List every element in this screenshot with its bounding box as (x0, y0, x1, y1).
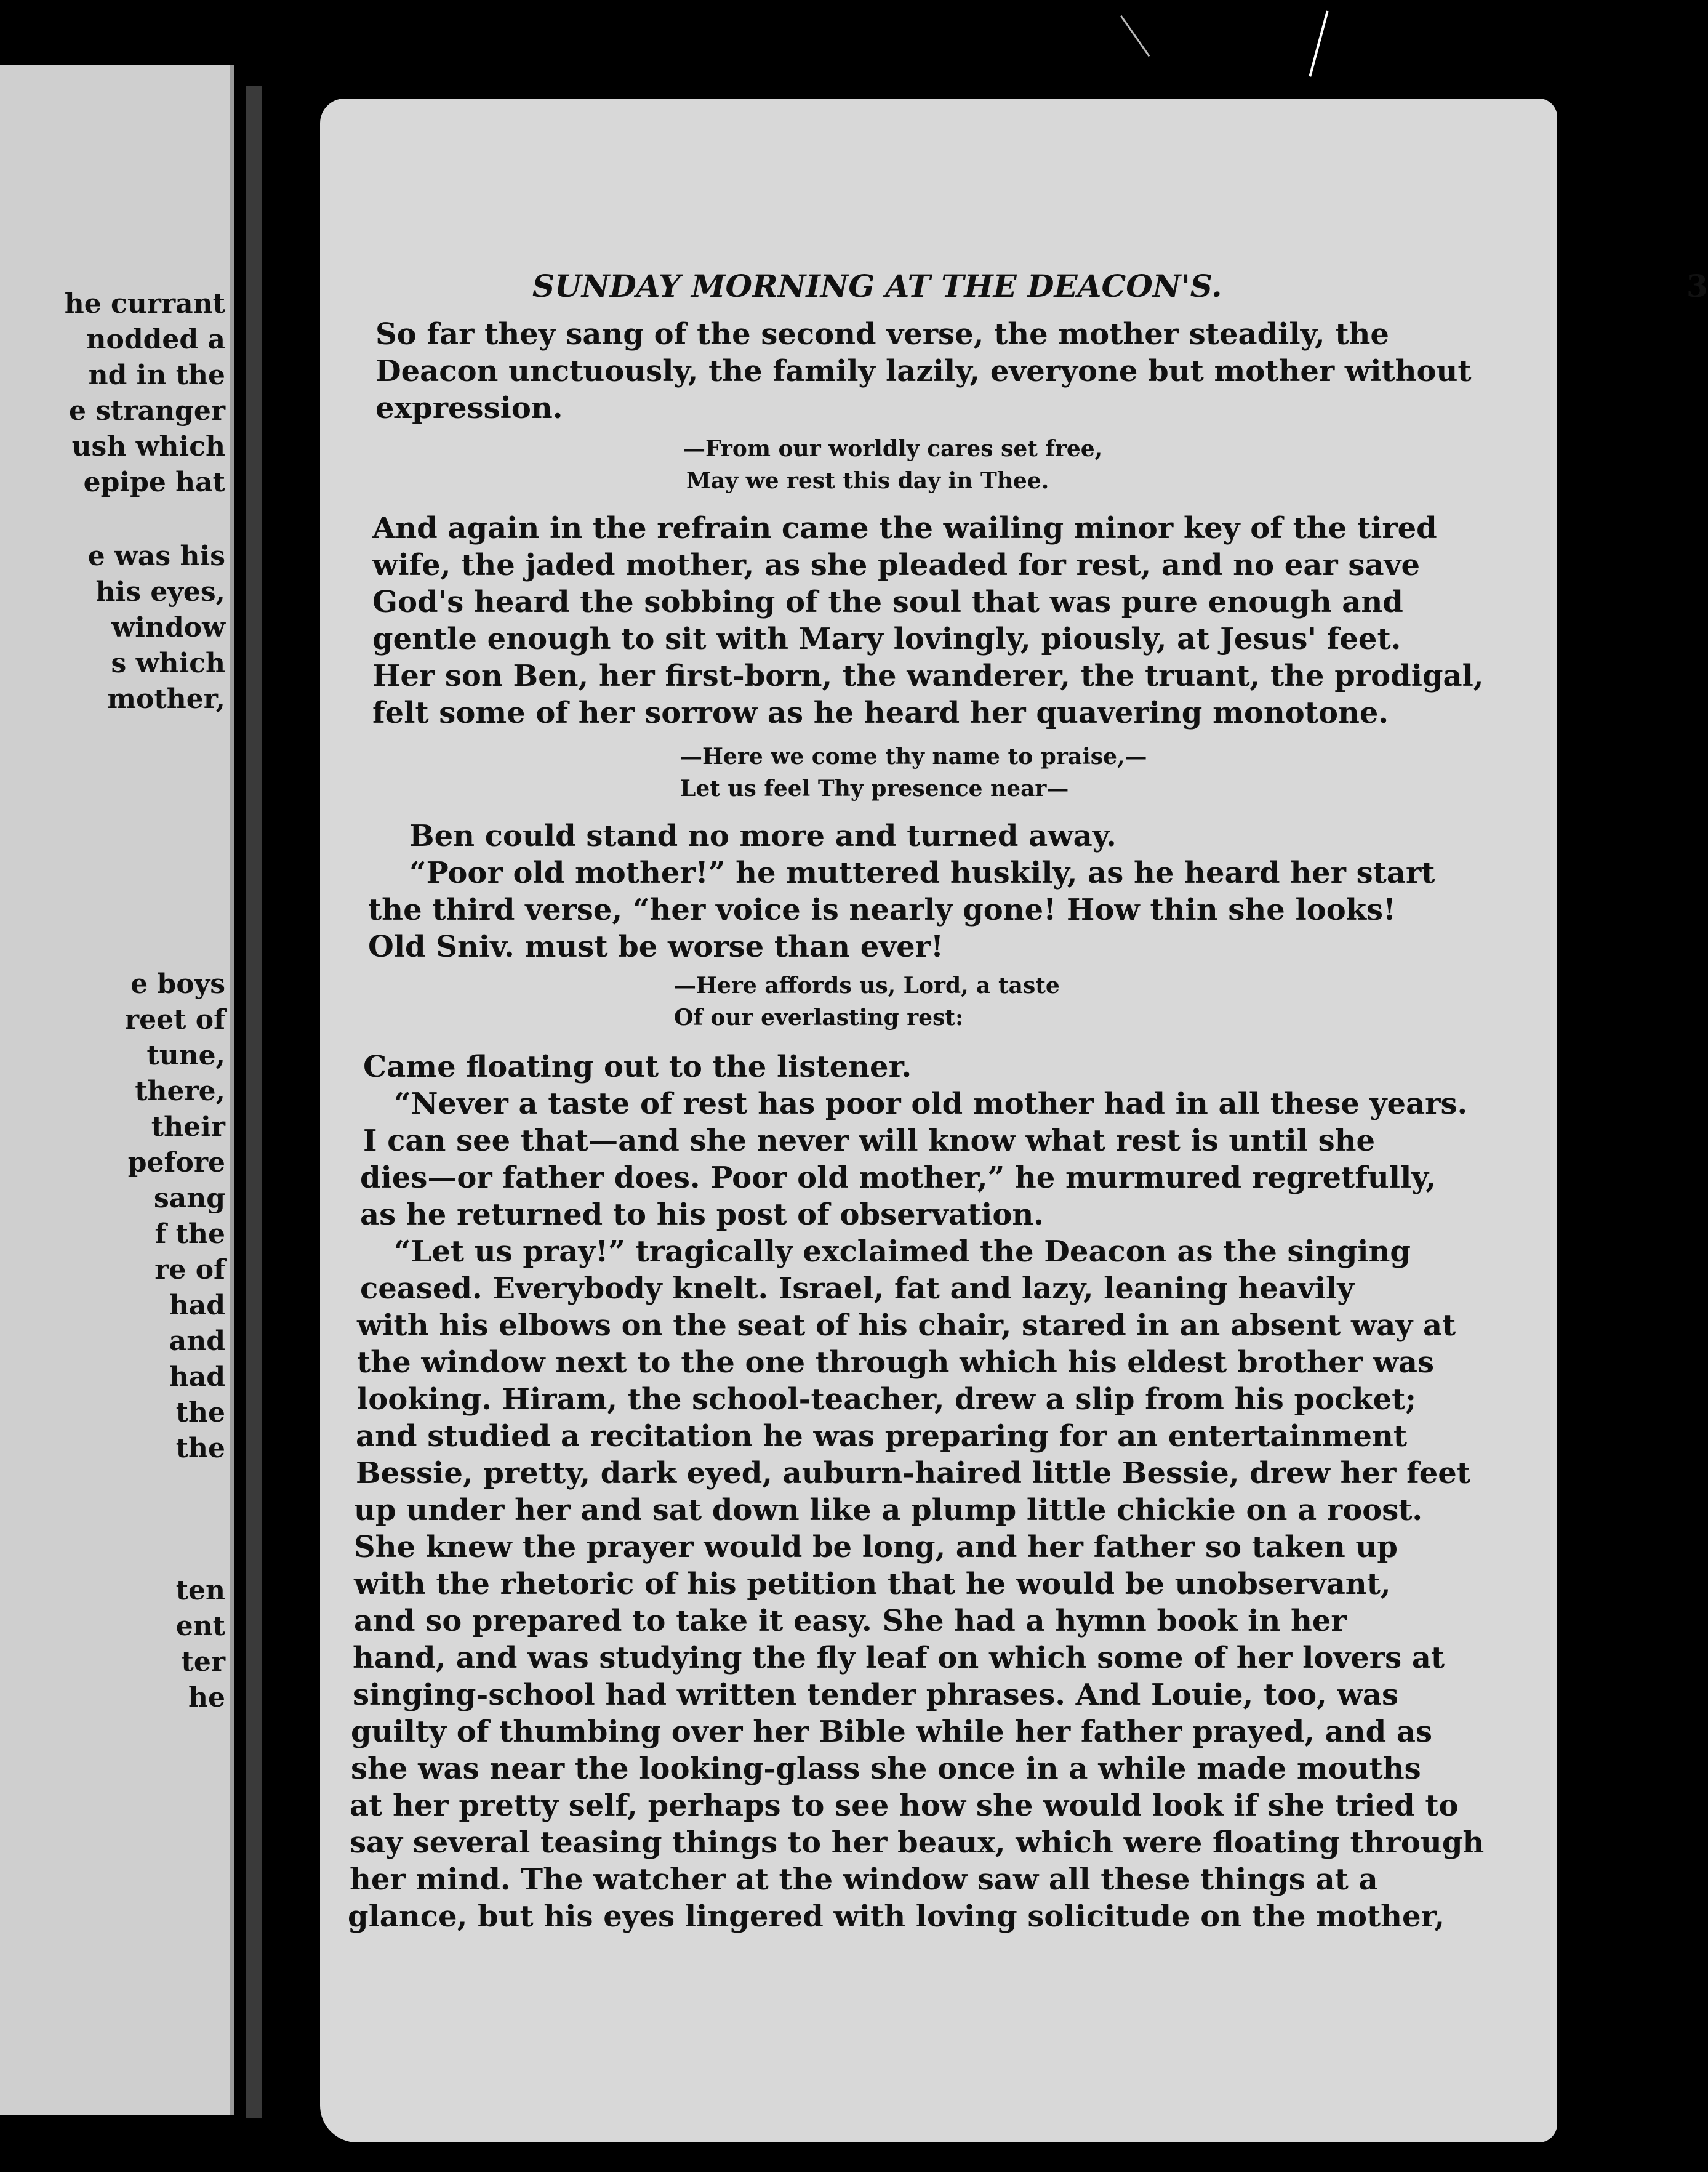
left-text-line: ter (181, 1646, 225, 1678)
text-line: glance, but his eyes lingered with loving solicitude on the mother, (348, 1899, 1445, 1934)
text-line: And again in the refrain came the wailing minor key of the tired (372, 511, 1437, 545)
text-line: and so prepared to take it easy. She had a hymn book in her (354, 1604, 1347, 1638)
text-line: as he returned to his post of observation. (360, 1197, 1044, 1232)
verse-line: —Here affords us, Lord, a taste (674, 973, 1060, 999)
text-line: with the rhetoric of his petition that he would be unobservant, (354, 1567, 1391, 1601)
text-line: Deacon unctuously, the family lazily, everyone but mother without (375, 354, 1472, 388)
left-text-line: he currant (64, 288, 225, 320)
left-text-line: their (151, 1111, 225, 1143)
text-line: she was near the looking-glass she once in a while made mouths (351, 1752, 1421, 1786)
text-line: say several teasing things to her beaux, which were floating through (350, 1825, 1485, 1860)
text-line: ceased. Everybody knelt. Israel, fat and lazy, leaning heavily (360, 1271, 1355, 1306)
verse-line: —Here we come thy name to praise,— (680, 744, 1147, 770)
text-line: singing-school had written tender phrases. And Louie, too, was (353, 1678, 1398, 1712)
left-text-line: f the (154, 1218, 225, 1250)
text-line: Her son Ben, her first-born, the wanderer, the truant, the prodigal, (372, 659, 1484, 693)
text-line: felt some of her sorrow as he heard her quavering monotone. (372, 696, 1389, 730)
text-line: gentle enough to sit with Mary lovingly, piously, at Jesus' feet. (372, 622, 1401, 656)
text-line: “Never a taste of rest has poor old mother had in all these years. (394, 1087, 1468, 1121)
text-line: “Poor old mother!” he muttered huskily, as he heard her start (409, 856, 1435, 890)
left-text-line: re of (154, 1254, 225, 1285)
scan-mark (1309, 10, 1346, 81)
text-line: expression. (375, 391, 563, 425)
left-text-line: reet of (124, 1004, 225, 1036)
left-text-line: window (111, 612, 225, 643)
gutter-binding (246, 86, 262, 2118)
text-line: wife, the jaded mother, as she pleaded for rest, and no ear save (372, 548, 1420, 582)
page-number: 3 (1686, 268, 1708, 304)
left-text-line: epipe hat (83, 467, 225, 498)
text-line: Bessie, pretty, dark eyed, auburn-haired little Bessie, drew her feet (356, 1456, 1470, 1490)
text-line: Ben could stand no more and turned away. (409, 819, 1117, 853)
text-line: dies—or father does. Poor old mother,” he murmured regretfully, (360, 1160, 1437, 1195)
left-text-line: pefore (127, 1147, 225, 1178)
text-line: the window next to the one through which his eldest brother was (357, 1345, 1435, 1380)
left-text-line: his eyes, (95, 576, 225, 608)
running-head: SUNDAY MORNING AT THE DEACON'S. (532, 268, 1222, 304)
verse-line: —From our worldly cares set free, (683, 436, 1103, 462)
text-line: She knew the prayer would be long, and her father so taken up (354, 1530, 1398, 1564)
left-text-line: s which (111, 648, 225, 679)
left-text-line: he (188, 1682, 225, 1713)
left-text-line: had (169, 1290, 225, 1321)
left-text-line: there, (135, 1076, 225, 1107)
text-line: guilty of thumbing over her Bible while her father prayed, and as (351, 1715, 1433, 1749)
text-line: “Let us pray!” tragically exclaimed the Deacon as the singing (394, 1234, 1411, 1269)
left-text-line: e stranger (68, 395, 225, 427)
verse-line: Let us feel Thy presence near— (680, 776, 1069, 802)
left-text-line: ten (175, 1575, 225, 1606)
text-line: So far they sang of the second verse, the mother steadily, the (375, 317, 1389, 352)
text-line: up under her and sat down like a plump little chickie on a roost. (354, 1493, 1423, 1527)
text-line: her mind. The watcher at the window saw all these things at a (350, 1862, 1378, 1897)
left-text-line: sang (153, 1183, 225, 1214)
left-text-line: tune, (146, 1040, 225, 1071)
left-text-line: ent (175, 1611, 225, 1642)
left-text-line: and (169, 1325, 225, 1357)
left-text-line: e was his (87, 541, 225, 572)
text-line: I can see that—and she never will know what rest is until she (363, 1124, 1376, 1158)
text-line: and studied a recitation he was preparing for an entertainment (356, 1419, 1408, 1454)
text-line: with his elbows on the seat of his chair, stared in an absent way at (357, 1308, 1456, 1343)
text-line: the third verse, “her voice is nearly gone! How thin she looks! (368, 893, 1397, 927)
left-text-line: ush which (71, 431, 225, 462)
text-line: hand, and was studying the fly leaf on which some of her lovers at (353, 1641, 1445, 1675)
left-text-line: e boys (130, 968, 225, 1000)
scan-mark (1120, 5, 1165, 57)
right-page (320, 99, 1708, 2142)
verse-line: Of our everlasting rest: (674, 1005, 964, 1031)
verse-line: May we rest this day in Thee. (686, 468, 1049, 494)
left-text-line: had (169, 1361, 225, 1393)
text-line: at her pretty self, perhaps to see how she would look if she tried to (350, 1788, 1459, 1823)
text-line: God's heard the sobbing of the soul that was pure enough and (372, 585, 1403, 619)
left-text-line: mother, (107, 683, 225, 715)
left-text-line: nd in the (88, 360, 225, 391)
text-line: Old Sniv. must be worse than ever! (368, 930, 944, 964)
text-line: Came floating out to the listener. (363, 1050, 912, 1084)
text-line: looking. Hiram, the school-teacher, drew a slip from his pocket; (357, 1382, 1416, 1417)
left-page (0, 65, 234, 2115)
left-text-line: nodded a (86, 324, 225, 355)
left-text-line: the (175, 1397, 225, 1428)
left-text-line: the (175, 1433, 225, 1464)
